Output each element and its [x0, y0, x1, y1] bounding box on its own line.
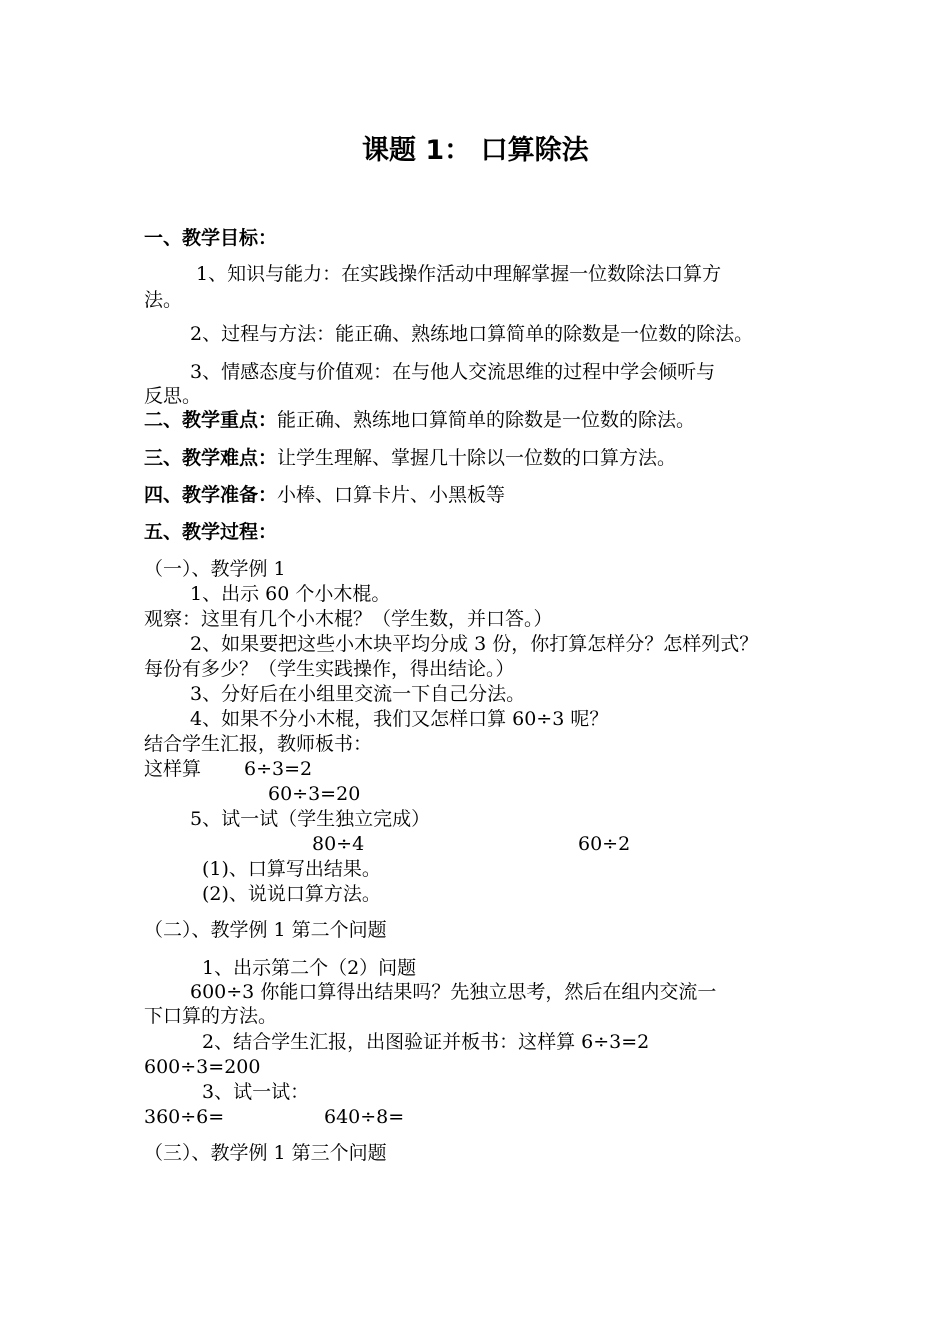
- exercise: 360÷6=: [144, 1106, 225, 1128]
- prep-heading: 四、教学准备：: [144, 484, 278, 506]
- subsection-heading: （三）、教学例 1 第三个问题: [144, 1142, 387, 1164]
- goal-item: 法。: [144, 289, 183, 311]
- body-line: 5、试一试（学生独立完成）: [190, 808, 431, 830]
- key-point-heading: 二、教学重点：: [144, 409, 278, 431]
- key-point-text: 能正确、熟练地口算简单的除数是一位数的除法。: [277, 409, 696, 431]
- exercise: 80÷4: [312, 833, 365, 855]
- difficulty-text: 让学生理解、掌握几十除以一位数的口算方法。: [277, 447, 677, 469]
- difficulty-heading: 三、教学难点：: [144, 447, 278, 469]
- exercise: 640÷8=: [324, 1106, 405, 1128]
- equation: 6÷3=2: [244, 758, 313, 780]
- body-line: (1)、口算写出结果。: [202, 858, 381, 880]
- body-line: 这样算: [144, 758, 202, 780]
- goal-item: 1、知识与能力：在实践操作活动中理解掌握一位数除法口算方: [196, 263, 722, 285]
- body-line: (2)、说说口算方法。: [202, 883, 381, 905]
- subsection-heading: （二）、教学例 1 第二个问题: [144, 919, 387, 941]
- body-line: 600÷3 你能口算得出结果吗？先独立思考，然后在组内交流一: [190, 981, 717, 1003]
- goals-heading: 一、教学目标：: [144, 227, 278, 249]
- body-line: 下口算的方法。: [144, 1005, 278, 1027]
- process-heading: 五、教学过程：: [144, 521, 278, 543]
- equation: 600÷3=200: [144, 1056, 261, 1078]
- body-line: 3、分好后在小组里交流一下自己分法。: [190, 683, 526, 705]
- body-line: 1、出示第二个（2）问题: [202, 957, 417, 979]
- key-point-line: [144, 408, 695, 432]
- body-line: 2、如果要把这些小木块平均分成 3 份，你打算怎样分？怎样列式？: [190, 633, 759, 655]
- body-line: 1、出示 60 个小木棍。: [190, 583, 391, 605]
- equation: 60÷3=20: [268, 783, 361, 805]
- difficulty-line: [144, 446, 676, 470]
- goal-item: 3、情感态度与价值观：在与他人交流思维的过程中学会倾听与: [190, 361, 716, 383]
- body-line: 3、试一试：: [202, 1081, 310, 1103]
- body-line: 2、结合学生汇报，出图验证并板书：这样算 6÷3=2: [202, 1031, 650, 1053]
- page-title: 课题 1： 口算除法: [362, 135, 589, 166]
- exercise: 60÷2: [578, 833, 631, 855]
- body-line: 观察：这里有几个小木棍？（学生数，并口答。）: [144, 608, 553, 630]
- prep-text: 小棒、口算卡片、小黑板等: [277, 484, 506, 506]
- prep-line: [144, 483, 505, 507]
- goal-item: 2、过程与方法：能正确、熟练地口算简单的除数是一位数的除法。: [190, 323, 754, 345]
- body-line: 结合学生汇报，教师板书：: [144, 733, 373, 755]
- goal-item: 反思。: [144, 385, 202, 407]
- body-line: 4、如果不分小木棍，我们又怎样口算 60÷3 呢？: [190, 708, 609, 730]
- body-line: 每份有多少？（学生实践操作，得出结论。）: [144, 658, 515, 680]
- subsection-heading: （一）、教学例 1: [144, 558, 286, 580]
